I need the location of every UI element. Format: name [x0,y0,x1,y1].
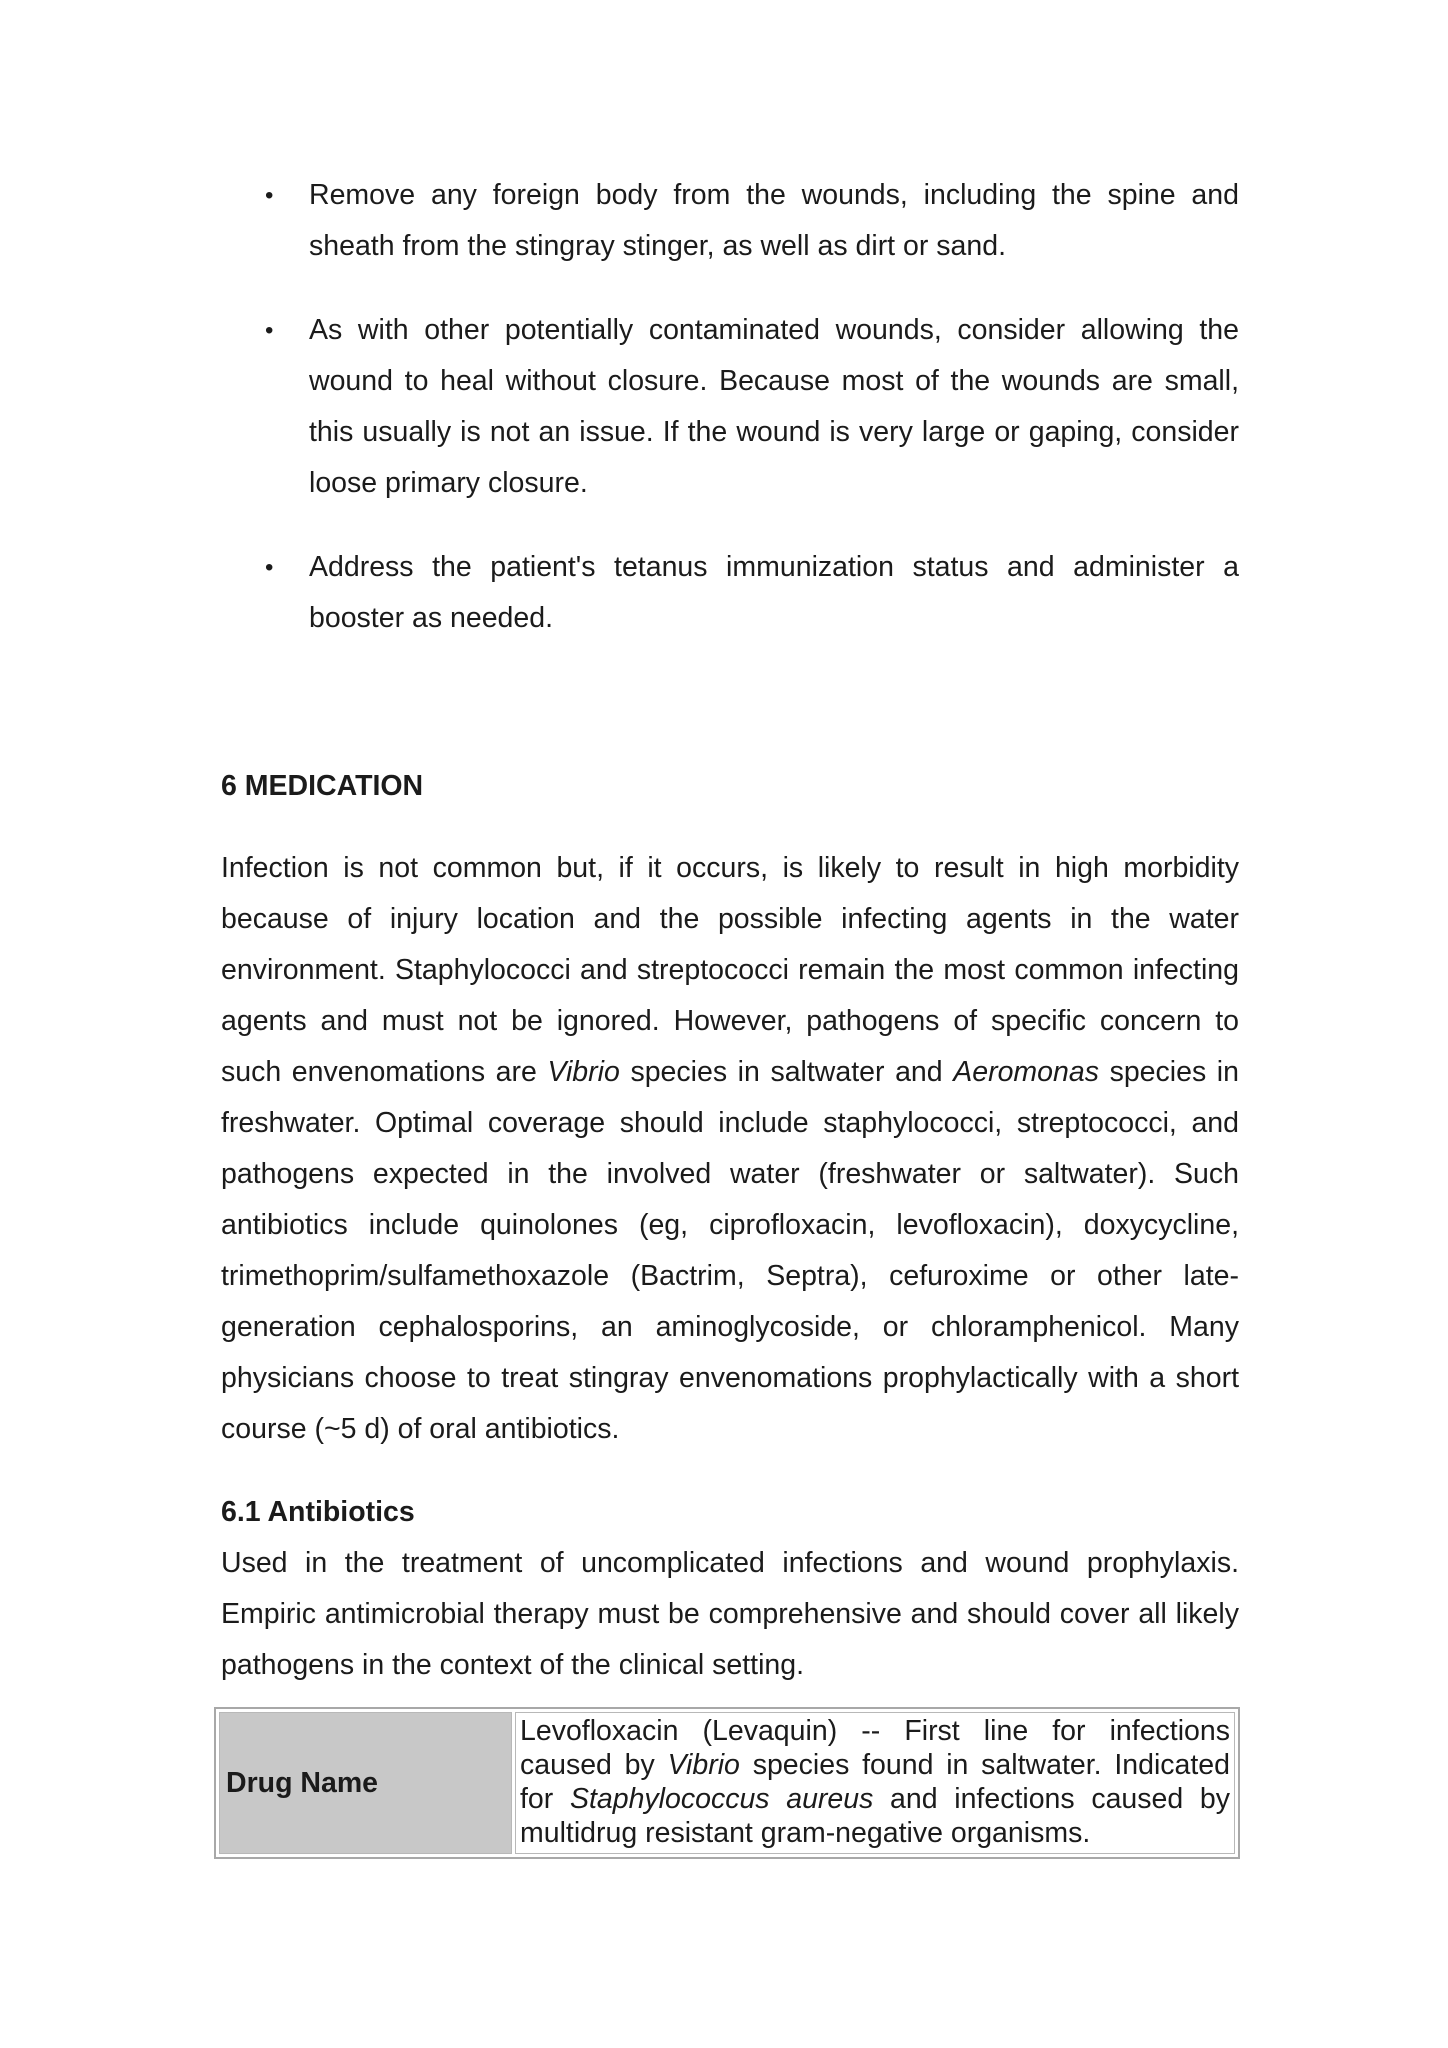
list-item-text: Address the patient's tetanus immunization status and administer a booster as needed. [309,551,1239,634]
bullet-icon: • [265,554,274,581]
cell-text: species found in saltwater. Indicated for [520,1749,1230,1815]
bullet-icon: • [265,317,274,344]
paragraph-text: Infection is not common but, if it occurs, is likely to result in high morbidity because of injury location and the possible infecting agents in the water environment. Staphylococci and streptococci remain the most common infecting agents and must not be ignored. However, pathogens of specific concern to such envenomations are [221,852,1239,1088]
paragraph-text: species in saltwater and [619,1056,954,1088]
drug-name-label: Drug Name [219,1712,512,1854]
bullet-list [0,170,1448,677]
drug-name-value [515,1712,1235,1854]
section-heading: 6 MEDICATION [221,770,424,802]
organism-name: Aeromonas [953,1056,1099,1088]
subsection-paragraph: Used in the treatment of uncomplicated infections and wound prophylaxis. Empiric antimicrobial therapy must be comprehensive and should cover all likely pathogens in the context of the clinical setting. [221,1547,1239,1681]
paragraph-text: species in freshwater. Optimal coverage should include staphylococci, streptococci, and pathogens expected in the involved water (freshwater or saltwater). Such antibiotics include quinolones (eg, ciprofloxacin, levofloxacin), doxycycline, trimethoprim/sulfamethoxazole (Bactrim, Septra), cefuroxime or other late-generation cephalosporins, an aminoglycoside, or chloramphenicol. Many physicians choose to treat stingray envenomations prophylactically with a short course (~5 d) of oral antibiotics. [221,1056,1239,1445]
list-item [265,170,1239,272]
bullet-icon: • [265,182,274,209]
list-item-text: Remove any foreign body from the wounds, including the spine and sheath from the stingray stinger, as well as dirt or sand. [309,179,1239,262]
list-item-text: As with other potentially contaminated wounds, consider allowing the wound to heal without closure. Because most of the wounds are small, this usually is not an issue. If the wound is very large or gaping, consider loose primary closure. [309,314,1239,499]
cell-text: and infections caused by multidrug resistant gram-negative organisms. [520,1783,1230,1849]
subsection-heading: 6.1 Antibiotics [221,1496,415,1528]
organism-name: Staphylococcus aureus [569,1783,874,1815]
section-paragraph [221,843,1239,1455]
organism-name: Vibrio [547,1056,620,1088]
list-item [265,542,1239,644]
drug-table [214,1707,1240,1859]
list-item [265,305,1239,509]
organism-name: Vibrio [667,1749,740,1781]
table-row [219,1712,1235,1854]
cell-text: Levofloxacin (Levaquin) -- First line for infections caused by [520,1715,1230,1781]
